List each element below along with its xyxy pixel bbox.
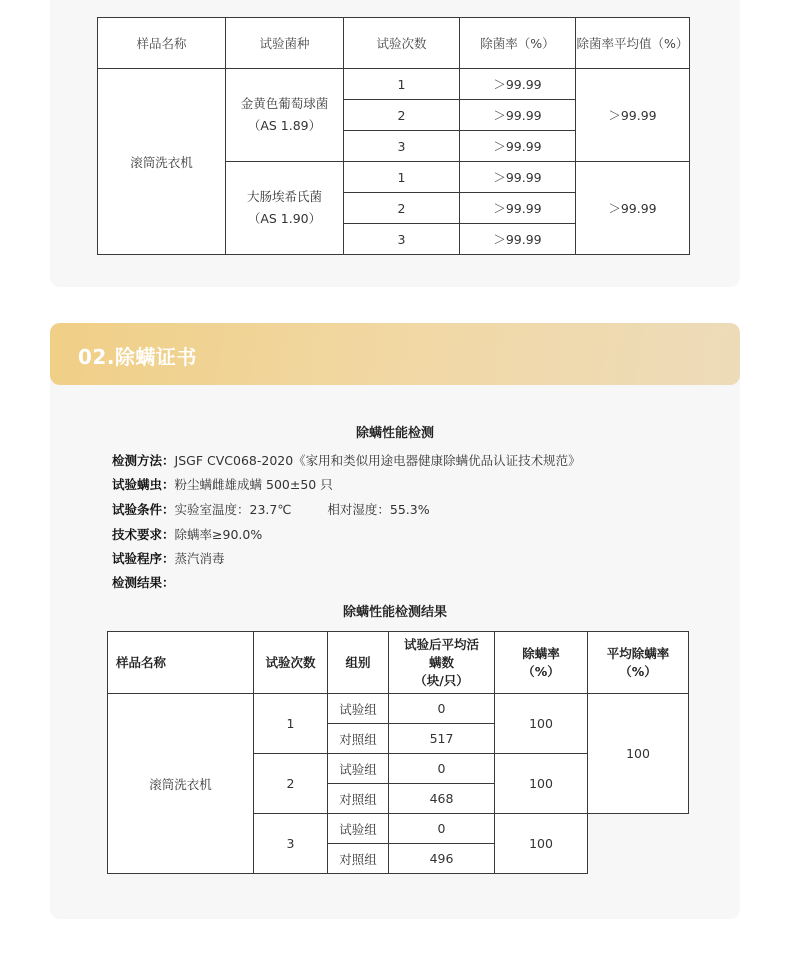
group-cell: 试验组	[328, 754, 389, 784]
header-line: 除螨率	[522, 645, 560, 661]
rate-cell: ＞99.99	[460, 162, 576, 193]
sample-name-cell: 滚筒洗衣机	[108, 694, 254, 874]
sterilization-card	[50, 0, 740, 287]
average-cell: ＞99.99	[576, 69, 690, 162]
strain-cell	[226, 162, 344, 255]
average-cell: 100	[588, 694, 689, 814]
info-value: 实验室温度：23.7℃	[174, 502, 292, 517]
average-cell: ＞99.99	[576, 162, 690, 255]
trial-cell: 2	[344, 100, 460, 131]
rate-cell: 100	[495, 694, 588, 754]
empty-cell	[588, 814, 689, 874]
info-line-procedure	[112, 549, 225, 567]
count-cell: 0	[389, 754, 495, 784]
group-cell: 对照组	[328, 724, 389, 754]
group-cell: 试验组	[328, 814, 389, 844]
sterilization-table	[97, 17, 690, 255]
count-cell: 0	[389, 814, 495, 844]
info-value-humidity: 相对湿度：55.3%	[327, 502, 430, 517]
strain-code: （AS 1.90）	[247, 211, 322, 226]
table-header-row	[98, 18, 690, 69]
trial-cell: 3	[254, 814, 328, 874]
header-trial-count: 试验次数	[254, 632, 328, 694]
section-title: 02.除螨证书	[78, 345, 197, 369]
header-average-rate: 除菌率平均值（%）	[576, 18, 690, 69]
result-table-title: 除螨性能检测结果	[342, 605, 447, 620]
document-title: 除螨性能检测	[355, 426, 434, 441]
info-label: 试验程序：	[112, 551, 175, 566]
mite-removal-card	[50, 323, 740, 919]
header-live-mites	[389, 632, 495, 694]
info-value: JSGF CVC068-2020《家用和类似用途电器健康除螨优品认证技术规范》	[174, 453, 581, 468]
table-row	[108, 694, 689, 724]
header-line: 平均除螨率	[606, 645, 670, 661]
group-cell: 对照组	[328, 844, 389, 874]
rate-cell: ＞99.99	[460, 193, 576, 224]
info-line-method	[112, 451, 581, 469]
strain-name: 金黄色葡萄球菌	[240, 96, 329, 111]
rate-cell: 100	[495, 814, 588, 874]
info-value: 蒸汽消毒	[174, 551, 225, 566]
header-line: （%）	[522, 663, 560, 679]
header-line: （块/只）	[414, 672, 469, 688]
info-value: 粉尘螨雌雄成螨 500±50 只	[174, 477, 333, 492]
group-cell: 对照组	[328, 784, 389, 814]
mite-removal-table	[107, 631, 689, 874]
trial-cell: 2	[254, 754, 328, 814]
header-group: 组别	[328, 632, 389, 694]
rate-cell: ＞99.99	[460, 69, 576, 100]
rate-cell: ＞99.99	[460, 224, 576, 255]
trial-cell: 3	[344, 224, 460, 255]
trial-cell: 1	[344, 69, 460, 100]
trial-cell: 2	[344, 193, 460, 224]
strain-cell	[226, 69, 344, 162]
info-line-requirement	[112, 525, 262, 543]
info-value: 除螨率≥90.0%	[174, 527, 263, 542]
strain-name: 大肠埃希氏菌	[246, 189, 322, 204]
header-line: 螨数	[428, 654, 454, 670]
count-cell: 0	[389, 694, 495, 724]
sample-name-cell: 滚筒洗衣机	[98, 69, 226, 255]
info-label: 技术要求：	[112, 527, 175, 542]
header-line: （%）	[619, 663, 657, 679]
group-cell: 试验组	[328, 694, 389, 724]
header-strain: 试验菌种	[226, 18, 344, 69]
info-line-result	[112, 573, 175, 591]
count-cell: 468	[389, 784, 495, 814]
info-line-mite	[112, 475, 333, 493]
rate-cell: 100	[495, 754, 588, 814]
header-average-rate	[588, 632, 689, 694]
info-label: 试验条件：	[112, 502, 175, 517]
header-trial-count: 试验次数	[344, 18, 460, 69]
trial-cell: 1	[254, 694, 328, 754]
rate-cell: ＞99.99	[460, 100, 576, 131]
info-line-conditions	[112, 500, 430, 518]
header-sample-name: 样品名称	[108, 632, 254, 694]
info-label: 试验螨虫：	[112, 477, 175, 492]
header-sample-name: 样品名称	[98, 18, 226, 69]
section-banner	[50, 323, 740, 385]
header-removal-rate: 除菌率（%）	[460, 18, 576, 69]
table-row	[98, 69, 690, 100]
rate-cell: ＞99.99	[460, 131, 576, 162]
strain-code: （AS 1.89）	[247, 118, 322, 133]
trial-cell: 1	[344, 162, 460, 193]
trial-cell: 3	[344, 131, 460, 162]
info-label: 检测结果：	[112, 575, 175, 590]
info-label: 检测方法：	[112, 453, 175, 468]
header-line: 试验后平均活	[403, 636, 479, 652]
count-cell: 496	[389, 844, 495, 874]
header-removal-rate	[495, 632, 588, 694]
count-cell: 517	[389, 724, 495, 754]
table-header-row	[108, 632, 689, 694]
